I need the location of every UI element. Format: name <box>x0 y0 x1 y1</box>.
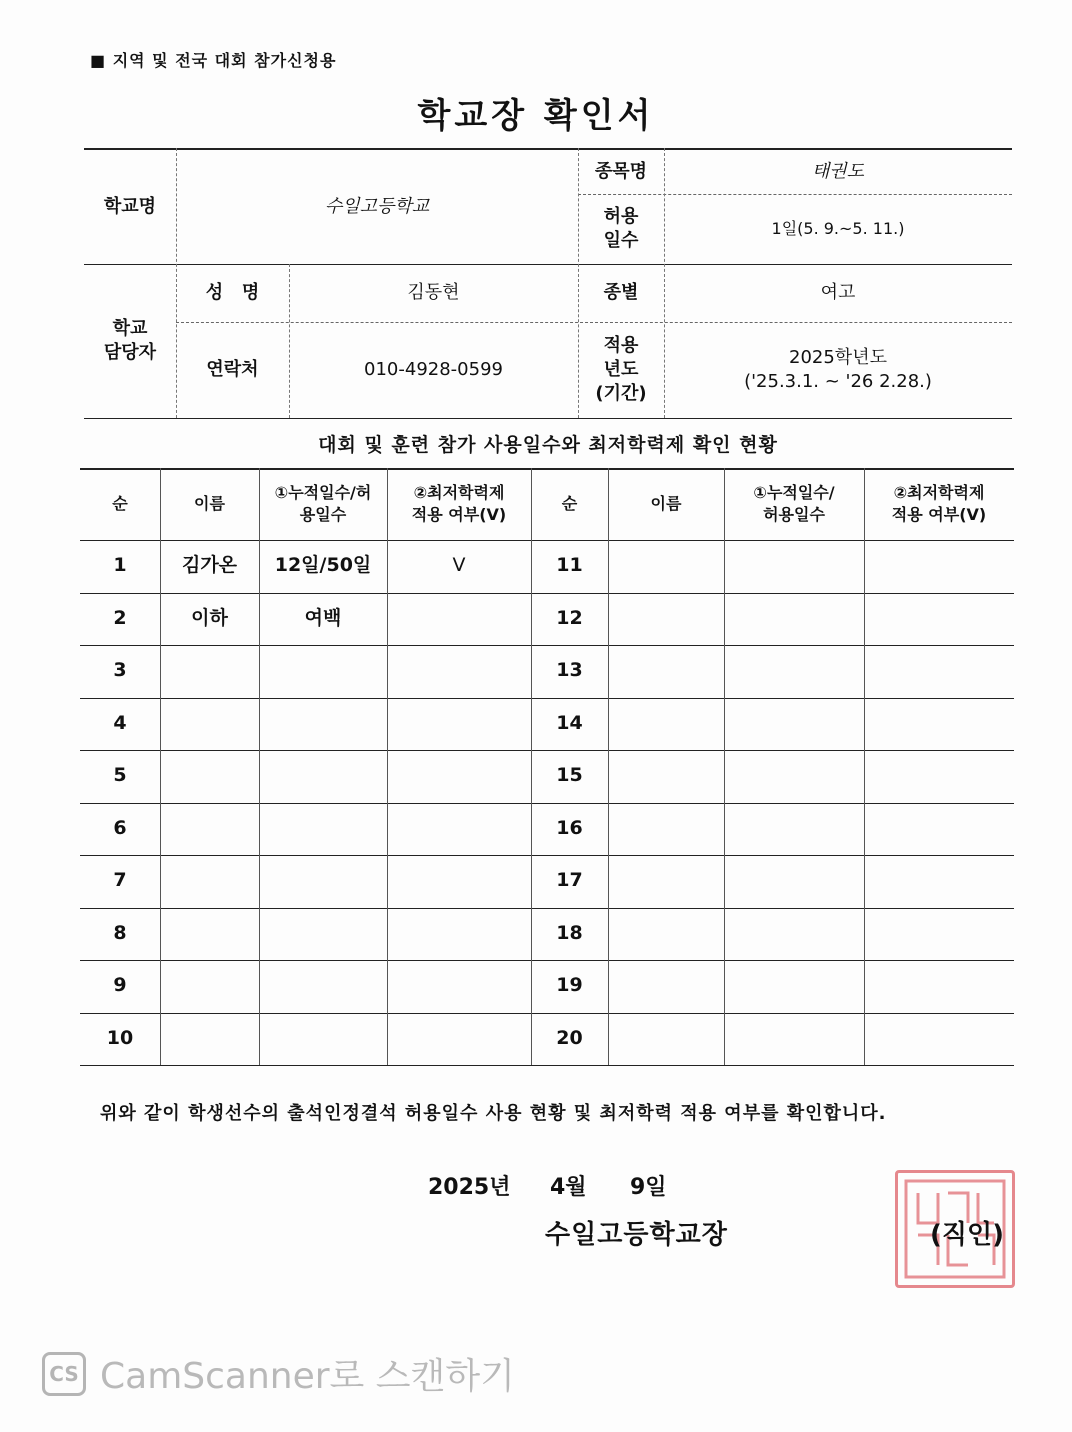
student-name <box>160 908 259 961</box>
name-label: 성 명 <box>205 281 260 303</box>
header-days: ①누적일수/허 용일수 <box>274 483 372 524</box>
year-label: 적용 년도 (기간) <box>595 334 647 405</box>
days-used <box>259 960 387 1013</box>
event-value: 태권도 <box>811 160 865 182</box>
min-academic-check <box>387 698 531 751</box>
student-name <box>160 803 259 856</box>
column-divider <box>864 468 865 1065</box>
confirmation-statement: 위와 같이 학생선수의 출석인정결석 허용일수 사용 현황 및 최저학력 적용 여부를 확인합니다. <box>100 1103 887 1124</box>
student-name: 김가온 <box>181 554 238 577</box>
days-used <box>259 855 387 908</box>
row-number: 8 <box>113 921 127 944</box>
row-number: 4 <box>113 711 127 734</box>
days-used <box>259 908 387 961</box>
row-number: 10 <box>106 1026 134 1049</box>
days-used <box>259 698 387 751</box>
row-number-right: 11 <box>556 554 583 577</box>
min-academic-check <box>387 908 531 961</box>
min-academic-check: V <box>452 554 466 577</box>
category-label: 종별 <box>603 281 639 303</box>
row-number-right: 20 <box>556 1026 583 1049</box>
row-number-right: 18 <box>556 921 583 944</box>
days-used <box>259 1013 387 1066</box>
contact-name-value: 김동현 <box>407 281 460 303</box>
student-name <box>160 698 259 751</box>
watermark-text: CamScanner로 스캔하기 <box>100 1356 515 1397</box>
header-name-right: 이름 <box>650 494 682 514</box>
days-used: 12일/50일 <box>274 554 372 577</box>
row-number: 1 <box>113 554 127 577</box>
phone-label: 연락처 <box>206 358 259 380</box>
row-number-right: 15 <box>556 764 583 787</box>
date-year: 2025년 <box>428 1175 511 1200</box>
document-title: 학교장 확인서 <box>417 96 655 136</box>
student-name <box>160 960 259 1013</box>
camscanner-watermark <box>42 1348 515 1399</box>
row-number-right: 14 <box>556 711 583 734</box>
days-used: 여백 <box>304 606 342 629</box>
phone-value: 010-4928-0599 <box>364 358 503 380</box>
row-number: 5 <box>113 764 127 787</box>
row-number-right: 17 <box>556 869 583 892</box>
header-min-academic-right: ②최저학력제 적용 여부(V) <box>891 483 987 524</box>
min-academic-check <box>387 645 531 698</box>
min-academic-check <box>387 803 531 856</box>
allowed-days-value: 1일(5. 9.~5. 11.) <box>771 219 905 239</box>
student-name <box>160 855 259 908</box>
row-number: 7 <box>113 869 127 892</box>
days-used <box>259 803 387 856</box>
row-number: 9 <box>113 974 127 997</box>
row-number-right: 19 <box>556 974 583 997</box>
category-value: 여고 <box>820 281 856 303</box>
student-name <box>160 750 259 803</box>
header-name: 이름 <box>194 494 225 514</box>
date-day: 9일 <box>630 1175 667 1200</box>
section-title: 대회 및 훈련 참가 사용일수와 최저학력제 확인 현황 <box>318 434 778 457</box>
days-used <box>259 645 387 698</box>
column-divider <box>724 468 725 1065</box>
student-name <box>160 1013 259 1066</box>
contact-person-label: 학교 담당자 <box>103 317 157 363</box>
header-no-right: 순 <box>561 494 578 514</box>
event-label: 종목명 <box>594 160 648 182</box>
days-used <box>259 750 387 803</box>
row-number: 3 <box>113 659 127 682</box>
header-min-academic: ②최저학력제 적용 여부(V) <box>411 483 507 524</box>
school-name-label: 학교명 <box>103 195 157 217</box>
school-name-value: 수일고등학교 <box>324 195 430 217</box>
date-month: 4월 <box>550 1175 587 1200</box>
min-academic-check <box>387 1013 531 1066</box>
row-divider <box>80 1065 1014 1066</box>
allowed-days-label: 허용 일수 <box>603 205 639 251</box>
row-number: 2 <box>113 606 127 629</box>
min-academic-check <box>387 855 531 908</box>
year-value: 2025학년도 ('25.3.1. ~ '26 2.28.) <box>744 346 932 392</box>
row-number-right: 12 <box>556 606 583 629</box>
row-number-right: 16 <box>556 816 583 839</box>
min-academic-check <box>387 750 531 803</box>
header-no: 순 <box>112 494 128 514</box>
row-number-right: 13 <box>556 659 583 682</box>
divider <box>84 418 1012 419</box>
min-academic-check <box>387 593 531 646</box>
camscanner-logo-icon: CS <box>42 1352 86 1396</box>
principal-title: 수일고등학교장 <box>545 1220 728 1250</box>
student-name: 이하 <box>191 606 228 629</box>
seal-label: (직인) <box>930 1220 1004 1250</box>
student-name <box>160 645 259 698</box>
form-usage-note: ■ 지역 및 전국 대회 참가신청용 <box>90 51 337 70</box>
min-academic-check <box>387 960 531 1013</box>
row-number: 6 <box>113 816 127 839</box>
header-days-right: ①누적일수/ 허용일수 <box>753 483 835 524</box>
column-divider <box>608 468 609 1065</box>
